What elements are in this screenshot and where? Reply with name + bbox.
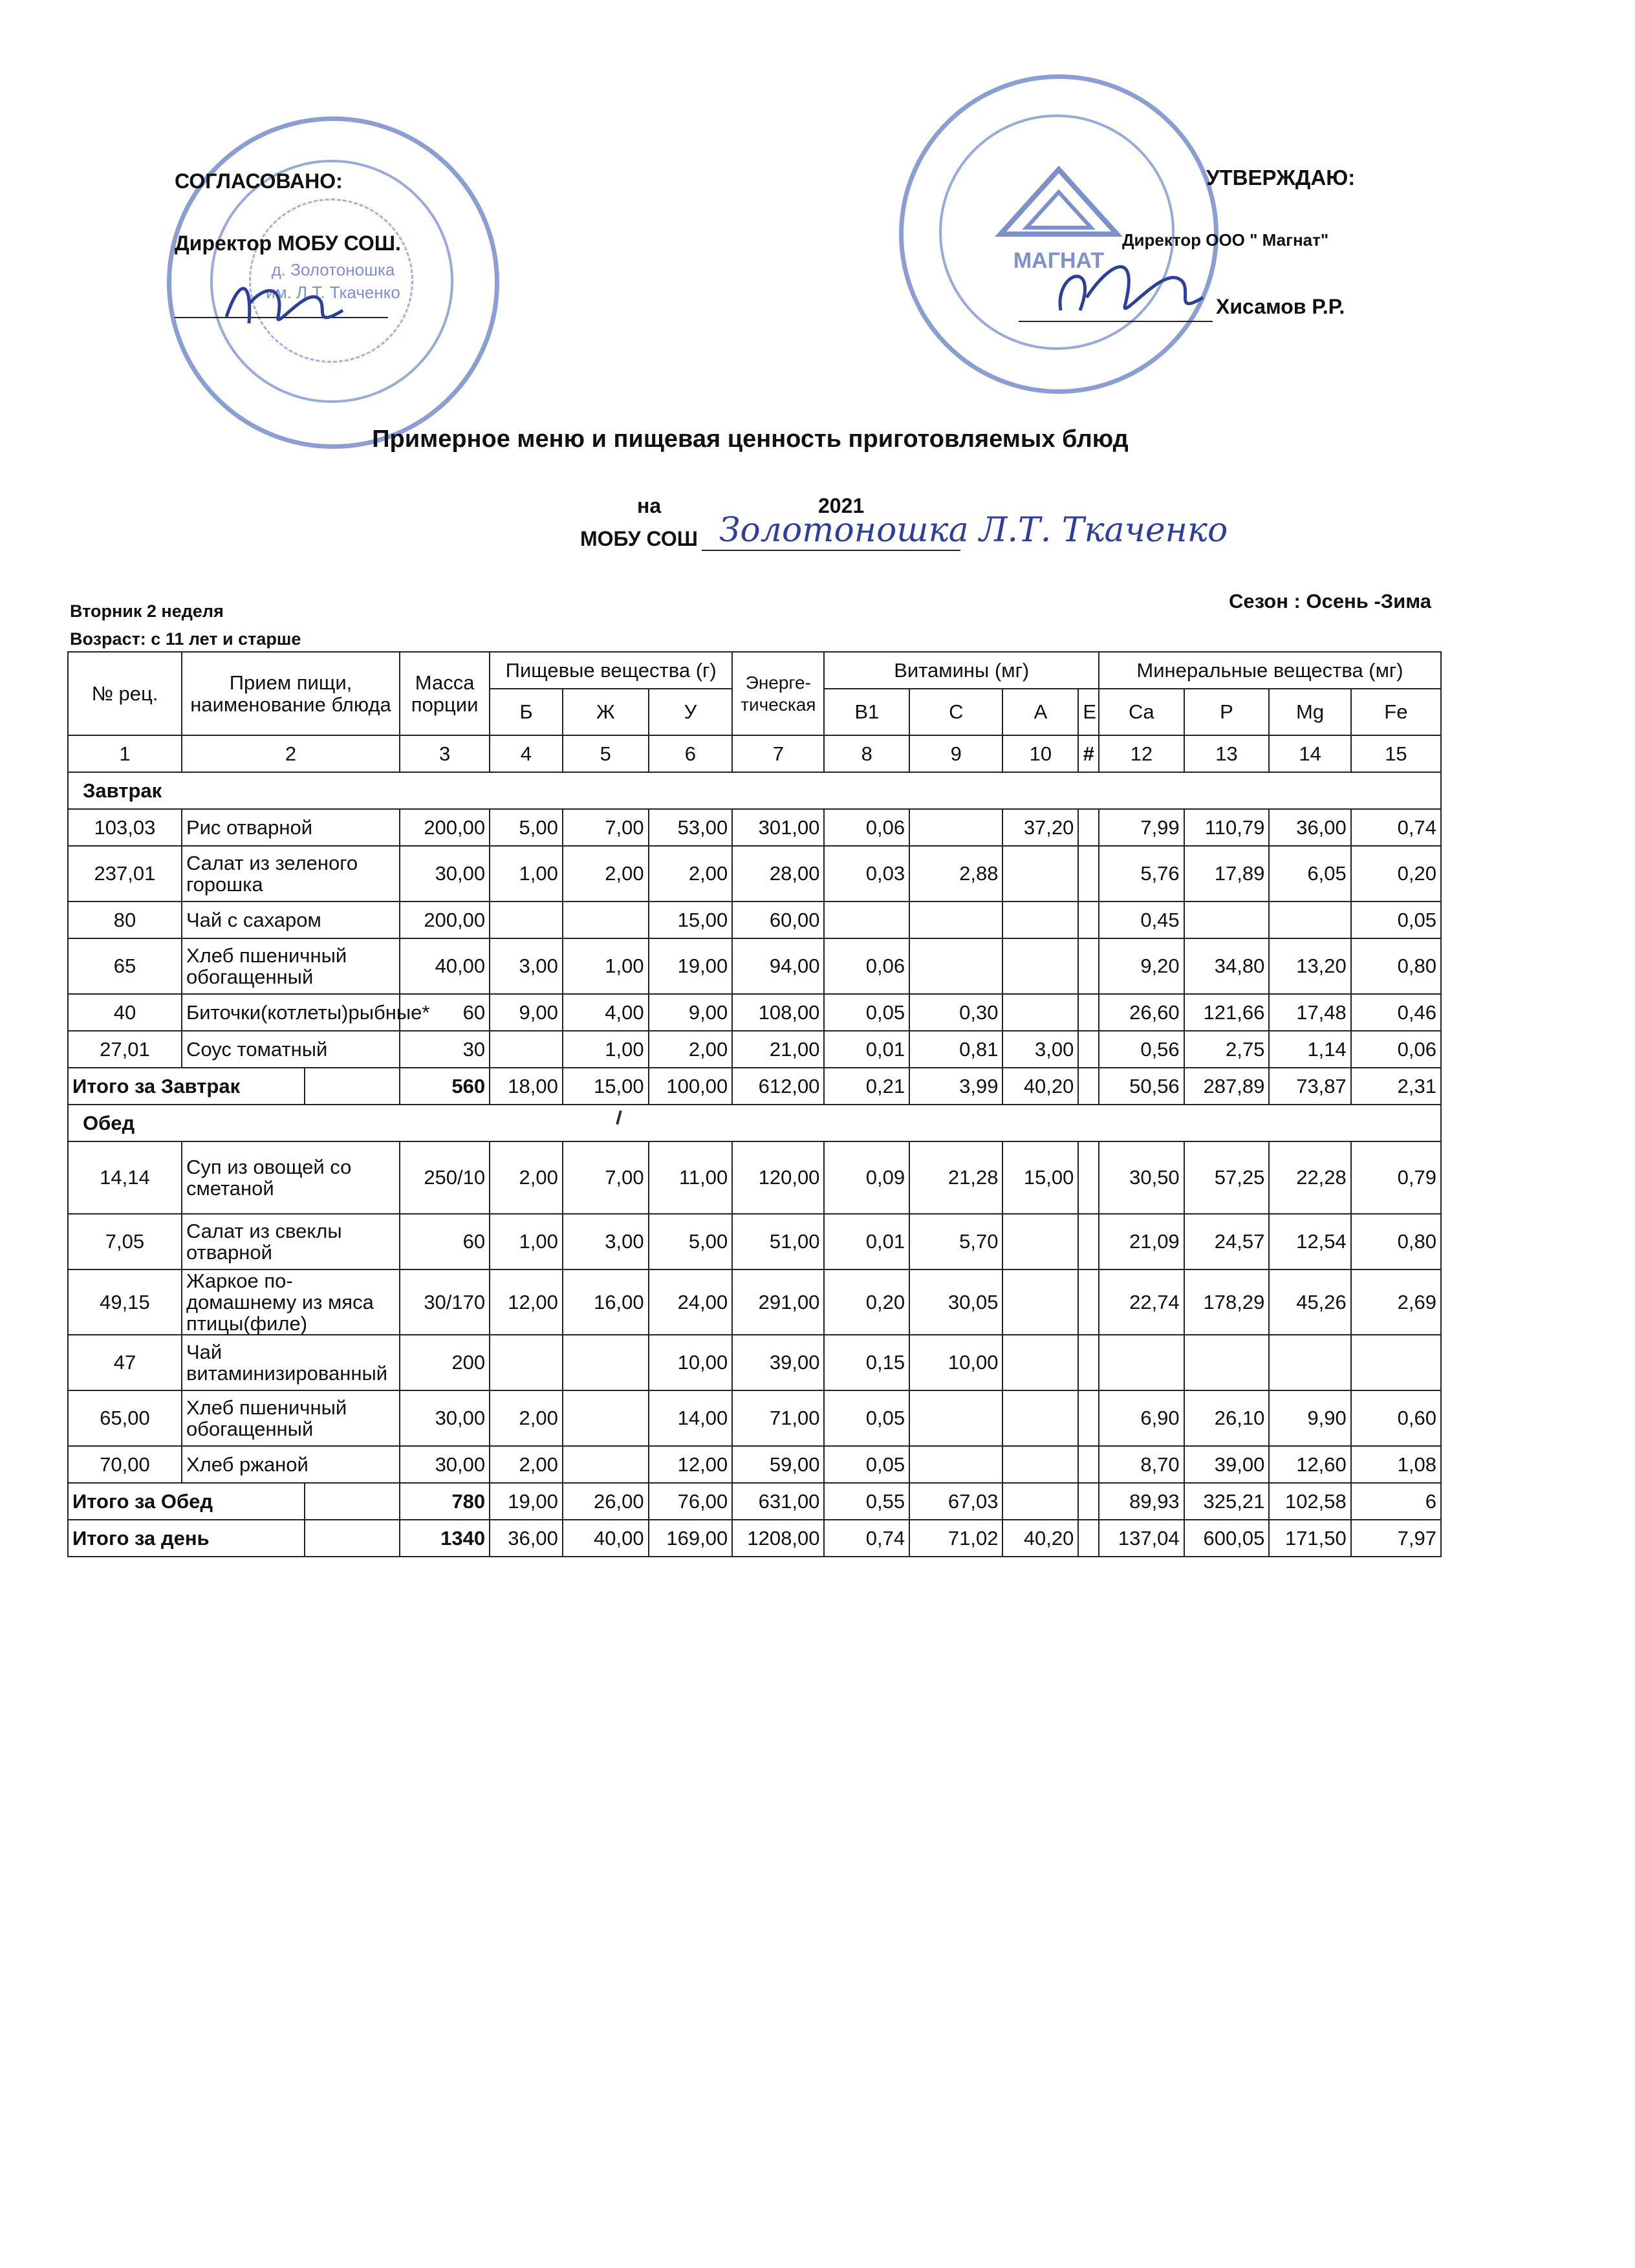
table-row xyxy=(68,846,1441,902)
dish-name: Чай с сахаром xyxy=(182,902,400,938)
cell-value: 7,97 xyxy=(1351,1520,1441,1557)
section-breakfast-label: Завтрак xyxy=(68,772,1441,809)
cell-value: 3,00 xyxy=(1002,1031,1078,1068)
cell-value xyxy=(1078,1446,1099,1483)
cell-value: 0,01 xyxy=(824,1031,909,1068)
header-a: А xyxy=(1002,689,1078,735)
cell-value: 108,00 xyxy=(732,994,824,1031)
cell-value: 60 xyxy=(400,1214,490,1269)
cell-value: 30,00 xyxy=(400,1446,490,1483)
cell-value xyxy=(563,1335,649,1390)
cell-value: 200,00 xyxy=(400,809,490,846)
cell-value: 0,45 xyxy=(1099,902,1184,938)
cell-value xyxy=(1078,1214,1099,1269)
header-protein: Б xyxy=(490,689,563,735)
header-vitamins: Витамины (мг) xyxy=(824,652,1099,689)
cell-value: 40,00 xyxy=(400,938,490,994)
cell-value xyxy=(1002,1483,1078,1520)
cell-value: 21,09 xyxy=(1099,1214,1184,1269)
right-signature-icon xyxy=(1041,246,1209,330)
col-num-10: 10 xyxy=(1002,735,1078,772)
cell-value: 169,00 xyxy=(649,1520,733,1557)
recipe-number: 47 xyxy=(68,1335,182,1390)
recipe-number: 40 xyxy=(68,994,182,1031)
cell-value: 200,00 xyxy=(400,902,490,938)
cell-value xyxy=(1184,1335,1270,1390)
col-num-6: 6 xyxy=(649,735,733,772)
cell-value: 30,00 xyxy=(400,1390,490,1446)
cell-value: 0,79 xyxy=(1351,1141,1441,1214)
dish-name: Жаркое по-домашнему из мяса птицы(филе) xyxy=(182,1269,400,1335)
lunch-total xyxy=(68,1483,1441,1520)
header-rec: № рец. xyxy=(68,652,182,735)
recipe-number: 7,05 xyxy=(68,1214,182,1269)
cell-value: 287,89 xyxy=(1184,1068,1270,1105)
cell-value: 45,26 xyxy=(1269,1269,1350,1335)
total-spacer xyxy=(305,1520,400,1557)
cell-value: 94,00 xyxy=(732,938,824,994)
cell-value xyxy=(1002,1214,1078,1269)
cell-value: 9,00 xyxy=(490,994,563,1031)
cell-value: 2,88 xyxy=(909,846,1002,902)
cell-value xyxy=(1078,1335,1099,1390)
cell-value: 120,00 xyxy=(732,1141,824,1214)
cell-value: 36,00 xyxy=(1269,809,1350,846)
cell-value: 5,00 xyxy=(490,809,563,846)
cell-value: 301,00 xyxy=(732,809,824,846)
page-title: Примерное меню и пищевая ценность приготовляемых блюд xyxy=(372,426,1129,453)
section-breakfast xyxy=(68,772,1441,809)
cell-value: 7,00 xyxy=(563,809,649,846)
cell-value: 5,70 xyxy=(909,1214,1002,1269)
cell-value: 6 xyxy=(1351,1483,1441,1520)
cell-value: 1,08 xyxy=(1351,1446,1441,1483)
dish-name: Салат из свеклы отварной xyxy=(182,1214,400,1269)
cell-value: 2,00 xyxy=(490,1390,563,1446)
cell-value: 0,60 xyxy=(1351,1390,1441,1446)
cell-value: 22,28 xyxy=(1269,1141,1350,1214)
cell-value xyxy=(909,902,1002,938)
col-num-14: 14 xyxy=(1269,735,1350,772)
cell-value: 0,30 xyxy=(909,994,1002,1031)
cell-value: 4,00 xyxy=(563,994,649,1031)
cell-value: 0,74 xyxy=(824,1520,909,1557)
cell-value xyxy=(490,1031,563,1068)
cell-value: 102,58 xyxy=(1269,1483,1350,1520)
cell-value: 2,00 xyxy=(649,846,733,902)
cell-value: 57,25 xyxy=(1184,1141,1270,1214)
cell-value xyxy=(1078,1068,1099,1105)
cell-value: 15,00 xyxy=(1002,1141,1078,1214)
dish-name: Хлеб ржаной xyxy=(182,1446,400,1483)
cell-value: 121,66 xyxy=(1184,994,1270,1031)
cell-value: 30,05 xyxy=(909,1269,1002,1335)
company-stamp-line: МАГНАТ xyxy=(1013,248,1105,273)
cell-value: 40,20 xyxy=(1002,1068,1078,1105)
agreed-label: СОГЛАСОВАНО: xyxy=(175,169,343,193)
cell-value: 67,03 xyxy=(909,1483,1002,1520)
cell-value: 15,00 xyxy=(563,1068,649,1105)
table-row xyxy=(68,1335,1441,1390)
cell-value: 73,87 xyxy=(1269,1068,1350,1105)
cell-value: 26,00 xyxy=(563,1483,649,1520)
cell-value: 0,05 xyxy=(1351,902,1441,938)
cell-value: 6,90 xyxy=(1099,1390,1184,1446)
cell-value: 12,60 xyxy=(1269,1446,1350,1483)
cell-value xyxy=(1099,1335,1184,1390)
col-num-8: 8 xyxy=(824,735,909,772)
cell-value xyxy=(1002,1335,1078,1390)
cell-value: 40,20 xyxy=(1002,1520,1078,1557)
subtitle-na: на xyxy=(637,494,662,517)
cell-value: 60 xyxy=(400,994,490,1031)
cell-value: 0,05 xyxy=(824,1390,909,1446)
cell-value: 178,29 xyxy=(1184,1269,1270,1335)
header-energy: Энерге-тическая xyxy=(732,652,824,735)
cell-value: 30/170 xyxy=(400,1269,490,1335)
cell-value: 59,00 xyxy=(732,1446,824,1483)
col-num-3: 3 xyxy=(400,735,490,772)
dish-name: Салат из зеленого горошка xyxy=(182,846,400,902)
recipe-number: 14,14 xyxy=(68,1141,182,1214)
cell-value: 17,89 xyxy=(1184,846,1270,902)
cell-value xyxy=(1269,902,1350,938)
cell-value: 2,00 xyxy=(490,1141,563,1214)
dish-name: Биточки(котлеты)рыбные* xyxy=(182,994,400,1031)
cell-value: 780 xyxy=(400,1483,490,1520)
cell-value: 71,00 xyxy=(732,1390,824,1446)
recipe-number: 65 xyxy=(68,938,182,994)
cell-value: 1,00 xyxy=(563,1031,649,1068)
header-fe: Fe xyxy=(1351,689,1441,735)
cell-value: 28,00 xyxy=(732,846,824,902)
cell-value: 30,50 xyxy=(1099,1141,1184,1214)
recipe-number: 80 xyxy=(68,902,182,938)
approve-signature-name: Хисамов Р.Р. xyxy=(1216,295,1345,318)
cell-value xyxy=(1002,1269,1078,1335)
school-stamp-line-1: д. Золотоношка xyxy=(271,260,395,279)
header-p: P xyxy=(1184,689,1270,735)
cell-value: 0,20 xyxy=(824,1269,909,1335)
cell-value: 21,28 xyxy=(909,1141,1002,1214)
col-num-4: 4 xyxy=(490,735,563,772)
school-stamp-line-2: им. Л.Т. Ткаченко xyxy=(266,283,400,302)
cell-value: 1,00 xyxy=(563,938,649,994)
header-ca: Ca xyxy=(1099,689,1184,735)
cell-value xyxy=(1078,994,1099,1031)
breakfast-total xyxy=(68,1068,1441,1105)
approve-position: Директор ООО " Магнат" xyxy=(1122,230,1329,250)
cell-value xyxy=(1002,846,1078,902)
age-label: Возраст: с 11 лет и старше xyxy=(70,629,301,649)
cell-value: 631,00 xyxy=(732,1483,824,1520)
section-lunch xyxy=(68,1105,1441,1141)
cell-value: 137,04 xyxy=(1099,1520,1184,1557)
approve-label: УТВЕРЖДАЮ: xyxy=(1206,166,1356,189)
cell-value xyxy=(490,1335,563,1390)
cell-value xyxy=(563,902,649,938)
table-row xyxy=(68,809,1441,846)
cell-value: 0,09 xyxy=(824,1141,909,1214)
cell-value: 15,00 xyxy=(649,902,733,938)
cell-value: 37,20 xyxy=(1002,809,1078,846)
section-lunch-label: Обед xyxy=(68,1105,1441,1141)
menu-table xyxy=(67,651,1442,1557)
cell-value: 1,14 xyxy=(1269,1031,1350,1068)
cell-value xyxy=(1078,809,1099,846)
cell-value: 7,99 xyxy=(1099,809,1184,846)
cell-value xyxy=(1269,1335,1350,1390)
total-spacer xyxy=(305,1483,400,1520)
cell-value: 12,54 xyxy=(1269,1214,1350,1269)
cell-value: 22,74 xyxy=(1099,1269,1184,1335)
cell-value: 200 xyxy=(400,1335,490,1390)
header-fat: Ж xyxy=(563,689,649,735)
cell-value: 1340 xyxy=(400,1520,490,1557)
cell-value: 5,76 xyxy=(1099,846,1184,902)
cell-value: 3,99 xyxy=(909,1068,1002,1105)
cell-value: 26,60 xyxy=(1099,994,1184,1031)
cell-value: 53,00 xyxy=(649,809,733,846)
subtitle-handwritten: Золотоношка Л.Т. Ткаченко xyxy=(719,511,1228,550)
cell-value: 14,00 xyxy=(649,1390,733,1446)
cell-value: 24,00 xyxy=(649,1269,733,1335)
cell-value xyxy=(909,1446,1002,1483)
cell-value: 0,55 xyxy=(824,1483,909,1520)
cell-value: 76,00 xyxy=(649,1483,733,1520)
cell-value xyxy=(1002,902,1078,938)
cell-value xyxy=(563,1390,649,1446)
cell-value: 16,00 xyxy=(563,1269,649,1335)
dish-name: Суп из овощей со сметаной xyxy=(182,1141,400,1214)
cell-value xyxy=(1078,1141,1099,1214)
cell-value: 12,00 xyxy=(649,1446,733,1483)
dish-name: Чай витаминизированный xyxy=(182,1335,400,1390)
cell-value: 2,00 xyxy=(490,1446,563,1483)
subtitle-year: 2021 xyxy=(818,494,865,517)
cell-value: 1208,00 xyxy=(732,1520,824,1557)
cell-value xyxy=(1078,938,1099,994)
cell-value: 17,48 xyxy=(1269,994,1350,1031)
agreed-position: Директор МОБУ СОШ. xyxy=(175,232,401,255)
cell-value: 0,15 xyxy=(824,1335,909,1390)
cell-value: 0,06 xyxy=(824,938,909,994)
cell-value: 0,21 xyxy=(824,1068,909,1105)
cell-value: 600,05 xyxy=(1184,1520,1270,1557)
cell-value: 0,81 xyxy=(909,1031,1002,1068)
cell-value: 71,02 xyxy=(909,1520,1002,1557)
cell-value: 19,00 xyxy=(490,1483,563,1520)
table-row xyxy=(68,1214,1441,1269)
cell-value: 24,57 xyxy=(1184,1214,1270,1269)
cell-value: 0,80 xyxy=(1351,938,1441,994)
cell-value xyxy=(1002,994,1078,1031)
table-row xyxy=(68,994,1441,1031)
header-b1: В1 xyxy=(824,689,909,735)
cell-value: 9,00 xyxy=(649,994,733,1031)
cell-value: 2,69 xyxy=(1351,1269,1441,1335)
cell-value xyxy=(824,902,909,938)
cell-value: 0,20 xyxy=(1351,846,1441,902)
header-minerals: Минеральные вещества (мг) xyxy=(1099,652,1441,689)
cell-value: 0,05 xyxy=(824,994,909,1031)
left-signature-icon xyxy=(213,272,356,336)
cell-value: 34,80 xyxy=(1184,938,1270,994)
recipe-number: 49,15 xyxy=(68,1269,182,1335)
cell-value: 2,75 xyxy=(1184,1031,1270,1068)
cell-value: 291,00 xyxy=(732,1269,824,1335)
season-label: Сезон : Осень -Зима xyxy=(1229,590,1432,612)
cell-value: 19,00 xyxy=(649,938,733,994)
cell-value: 0,06 xyxy=(1351,1031,1441,1068)
cell-value xyxy=(1078,846,1099,902)
dish-name: Хлеб пшеничный обогащенный xyxy=(182,938,400,994)
cell-value: 11,00 xyxy=(649,1141,733,1214)
cell-value xyxy=(1002,1390,1078,1446)
cell-value xyxy=(909,1390,1002,1446)
cell-value: 0,03 xyxy=(824,846,909,902)
cell-value: 8,70 xyxy=(1099,1446,1184,1483)
cell-value xyxy=(909,938,1002,994)
cell-value: 6,05 xyxy=(1269,846,1350,902)
cell-value: 7,00 xyxy=(563,1141,649,1214)
cell-value: 10,00 xyxy=(649,1335,733,1390)
col-num-1: 1 xyxy=(68,735,182,772)
dish-name: Хлеб пшеничный обогащенный xyxy=(182,1390,400,1446)
header-mg: Mg xyxy=(1269,689,1350,735)
header-e: Е xyxy=(1078,689,1099,735)
cell-value: 18,00 xyxy=(490,1068,563,1105)
cell-value xyxy=(1002,1446,1078,1483)
table-row xyxy=(68,1269,1441,1335)
cell-value: 100,00 xyxy=(649,1068,733,1105)
cell-value: 3,00 xyxy=(490,938,563,994)
cell-value xyxy=(1184,902,1270,938)
cell-value: 50,56 xyxy=(1099,1068,1184,1105)
cell-value: 2,00 xyxy=(563,846,649,902)
cell-value xyxy=(909,809,1002,846)
day-total-label: Итого за день xyxy=(68,1520,305,1557)
cell-value: 13,20 xyxy=(1269,938,1350,994)
cell-value xyxy=(563,1446,649,1483)
cell-value xyxy=(1078,1483,1099,1520)
cell-value: 325,21 xyxy=(1184,1483,1270,1520)
col-num-13: 13 xyxy=(1184,735,1270,772)
cell-value: 0,46 xyxy=(1351,994,1441,1031)
cell-value: 250/10 xyxy=(400,1141,490,1214)
subtitle-line xyxy=(702,550,960,551)
header-carbs: У xyxy=(649,689,733,735)
cell-value: 1,00 xyxy=(490,846,563,902)
cell-value: 1,00 xyxy=(490,1214,563,1269)
cell-value xyxy=(1078,1031,1099,1068)
recipe-number: 70,00 xyxy=(68,1446,182,1483)
day-total xyxy=(68,1520,1441,1557)
recipe-number: 237,01 xyxy=(68,846,182,902)
recipe-number: 65,00 xyxy=(68,1390,182,1446)
table-row xyxy=(68,1141,1441,1214)
cell-value: 0,05 xyxy=(824,1446,909,1483)
cell-value: 30,00 xyxy=(400,846,490,902)
cell-value: 26,10 xyxy=(1184,1390,1270,1446)
cell-value: 0,80 xyxy=(1351,1214,1441,1269)
cell-value xyxy=(1351,1335,1441,1390)
cell-value xyxy=(490,902,563,938)
total-spacer xyxy=(305,1068,400,1105)
cell-value: 0,06 xyxy=(824,809,909,846)
col-num-5: 5 xyxy=(563,735,649,772)
col-num-2: 2 xyxy=(182,735,400,772)
dish-name: Рис отварной xyxy=(182,809,400,846)
cell-value: 39,00 xyxy=(1184,1446,1270,1483)
col-num-11: # xyxy=(1078,735,1099,772)
cell-value: 2,00 xyxy=(649,1031,733,1068)
cell-value: 0,01 xyxy=(824,1214,909,1269)
col-num-9: 9 xyxy=(909,735,1002,772)
dish-name: Соус томатный xyxy=(182,1031,400,1068)
cell-value: 10,00 xyxy=(909,1335,1002,1390)
day-label: Вторник 2 неделя xyxy=(70,601,224,621)
cell-value: 51,00 xyxy=(732,1214,824,1269)
cell-value: 560 xyxy=(400,1068,490,1105)
cell-value: 12,00 xyxy=(490,1269,563,1335)
cell-value xyxy=(1078,1269,1099,1335)
table-row xyxy=(68,902,1441,938)
table-row xyxy=(68,1446,1441,1483)
breakfast-total-label: Итого за Завтрак xyxy=(68,1068,305,1105)
cell-value: 0,56 xyxy=(1099,1031,1184,1068)
table-row xyxy=(68,1031,1441,1068)
recipe-number: 27,01 xyxy=(68,1031,182,1068)
cell-value: 39,00 xyxy=(732,1335,824,1390)
header-mass: Масса порции xyxy=(400,652,490,735)
cell-value xyxy=(1078,902,1099,938)
header-meal: Прием пищи, наименование блюда xyxy=(182,652,400,735)
subtitle-school-label: МОБУ СОШ xyxy=(580,527,698,550)
cell-value xyxy=(1078,1520,1099,1557)
cell-value: 2,31 xyxy=(1351,1068,1441,1105)
cell-value: 9,90 xyxy=(1269,1390,1350,1446)
cell-value: 9,20 xyxy=(1099,938,1184,994)
header-nutrients: Пищевые вещества (г) xyxy=(490,652,732,689)
cell-value: 5,00 xyxy=(649,1214,733,1269)
table-row xyxy=(68,938,1441,994)
cell-value: 30 xyxy=(400,1031,490,1068)
cell-value: 612,00 xyxy=(732,1068,824,1105)
cell-value: 36,00 xyxy=(490,1520,563,1557)
cell-value: 21,00 xyxy=(732,1031,824,1068)
cell-value: 60,00 xyxy=(732,902,824,938)
lunch-total-label: Итого за Обед xyxy=(68,1483,305,1520)
recipe-number: 103,03 xyxy=(68,809,182,846)
header-c: С xyxy=(909,689,1002,735)
col-num-15: 15 xyxy=(1351,735,1441,772)
table-row xyxy=(68,1390,1441,1446)
cell-value: 171,50 xyxy=(1269,1520,1350,1557)
cell-value xyxy=(1078,1390,1099,1446)
cell-value: 110,79 xyxy=(1184,809,1270,846)
col-num-7: 7 xyxy=(732,735,824,772)
cell-value xyxy=(1002,938,1078,994)
cell-value: 0,74 xyxy=(1351,809,1441,846)
cell-value: 89,93 xyxy=(1099,1483,1184,1520)
col-num-12: 12 xyxy=(1099,735,1184,772)
cell-value: 40,00 xyxy=(563,1520,649,1557)
cell-value: 3,00 xyxy=(563,1214,649,1269)
